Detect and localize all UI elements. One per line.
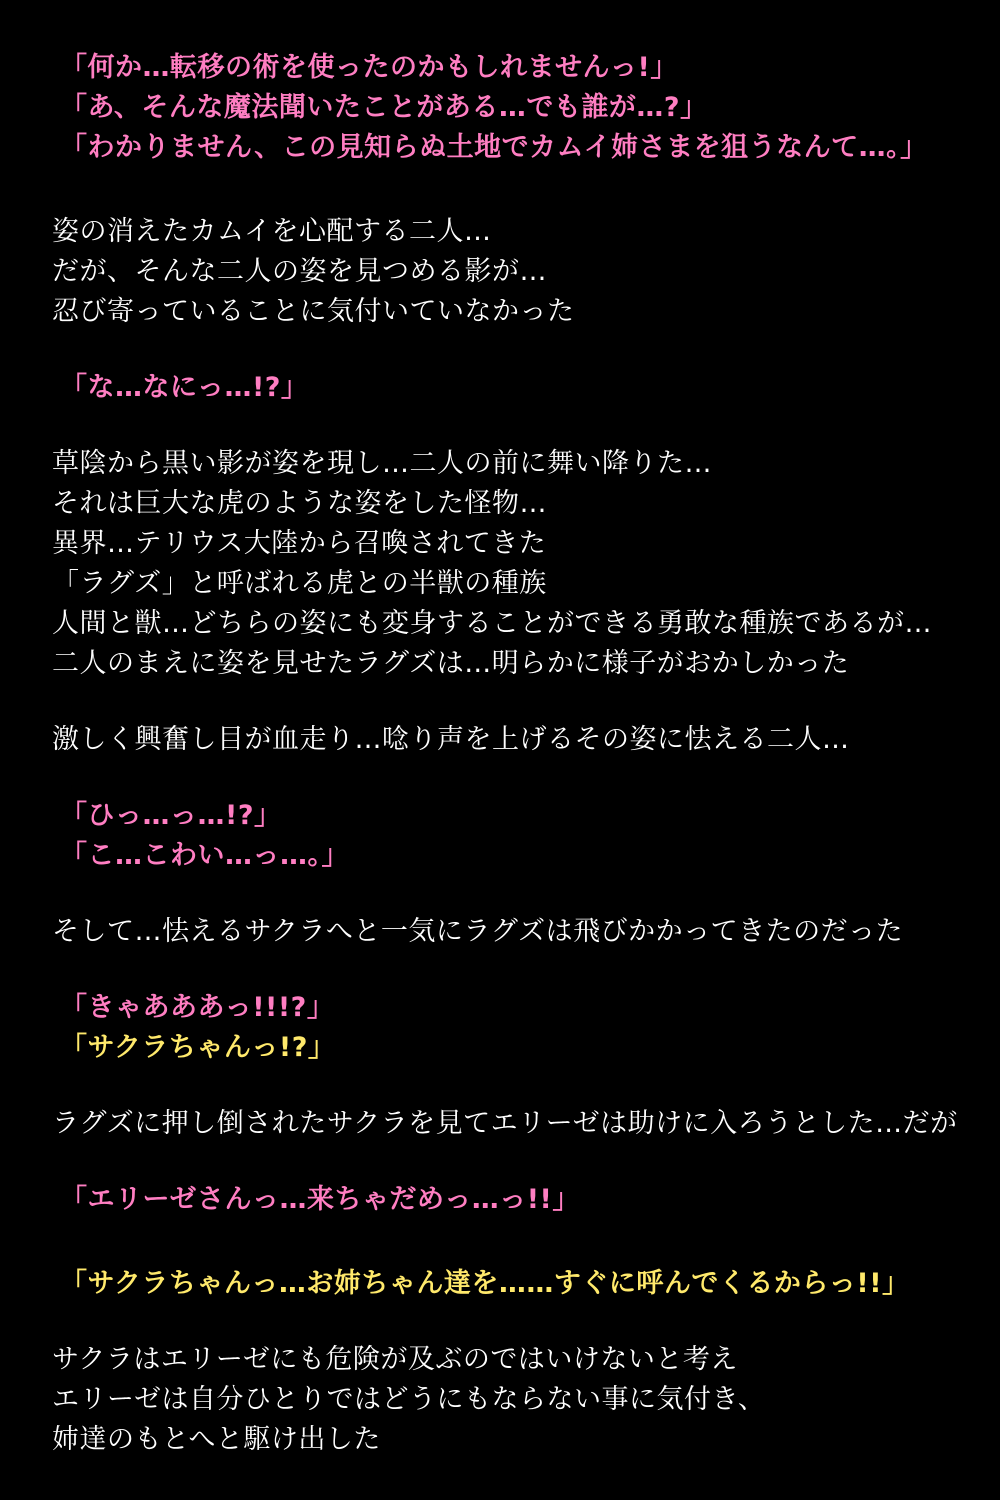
text-block-narration-laguz [52, 444, 960, 684]
story-line: 激しく興奮し目が血走り…唸り声を上げるその姿に怯える二人… [52, 724, 850, 755]
story-line: 「わかりません、この見知らぬ土地でカムイ姉さまを狙うなんて…。」 [60, 132, 928, 163]
story-line: 「こ…こわい…っ…。」 [60, 840, 349, 871]
story-line: 「エリーゼさんっ…来ちゃだめっ…っ!!」 [60, 1184, 580, 1215]
text-block-narration-elise [52, 1104, 960, 1144]
story-line: 「きゃあああっ!!!?」 [60, 992, 335, 1023]
block-spacer [52, 408, 960, 444]
story-line: 姉達のもとへと駆け出した [52, 1424, 381, 1455]
block-spacer [52, 684, 960, 720]
story-line: 二人のまえに姿を見せたラグズは…明らかに様子がおかしかった [52, 648, 850, 679]
story-line: 異界…テリウス大陸から召喚されてきた [52, 528, 547, 559]
story-line: サクラはエリーゼにも危険が及ぶのではいけないと考え [52, 1344, 738, 1375]
story-line: 「な…なにっ…!?」 [60, 372, 309, 403]
block-spacer [52, 1068, 960, 1104]
story-line: 「サクラちゃんっ!?」 [60, 1032, 336, 1063]
story-line: だが、そんな二人の姿を見つめる影が… [52, 256, 547, 287]
story-line: エリーゼは自分ひとりではどうにもならない事に気付き、 [52, 1384, 766, 1415]
block-spacer [52, 1220, 960, 1264]
block-spacer [52, 168, 960, 212]
block-spacer [52, 952, 960, 988]
text-block-narration-ending [52, 1340, 960, 1460]
story-line: 「ひっ…っ…!?」 [60, 800, 282, 831]
story-line: それは巨大な虎のような姿をした怪物… [52, 488, 547, 519]
story-line: 「ラグズ」と呼ばれる虎との半獣の種族 [52, 568, 547, 599]
story-line: 草陰から黒い影が姿を現し…二人の前に舞い降りた… [52, 448, 712, 479]
story-line: そして…怯えるサクラへと一気にラグズは飛びかかってきたのだった [52, 916, 904, 947]
text-block-dialog-fear [52, 796, 960, 876]
story-line: 姿の消えたカムイを心配する二人… [52, 216, 492, 247]
block-spacer [52, 760, 960, 796]
block-spacer [52, 332, 960, 368]
text-block-narration-worry [52, 212, 960, 332]
block-spacer [52, 876, 960, 912]
block-spacer [52, 1304, 960, 1340]
text-block-dialog-elise-reply [52, 1264, 960, 1304]
story-line: 「あ、そんな魔法聞いたことがある…でも誰が…?」 [60, 92, 708, 123]
text-block-opening-dialog [52, 48, 960, 168]
story-line: 人間と獣…どちらの姿にも変身することができる勇敢な種族であるが… [52, 608, 932, 639]
text-block-dialog-scream [52, 988, 960, 1068]
story-line: ラグズに押し倒されたサクラを見てエリーゼは助けに入ろうとした…だが [52, 1108, 958, 1139]
story-line: 「何か…転移の術を使ったのかもしれませんっ!」 [60, 52, 678, 83]
story-line: 「サクラちゃんっ…お姉ちゃん達を……すぐに呼んでくるからっ!!」 [60, 1268, 910, 1299]
story-line: 忍び寄っていることに気付いていなかった [52, 296, 575, 327]
text-block-dialog-sakura-warn [52, 1180, 960, 1220]
text-block-narration-attack [52, 912, 960, 952]
block-spacer [52, 1144, 960, 1180]
text-block-narration-fear [52, 720, 960, 760]
text-block-dialog-surprise [52, 368, 960, 408]
